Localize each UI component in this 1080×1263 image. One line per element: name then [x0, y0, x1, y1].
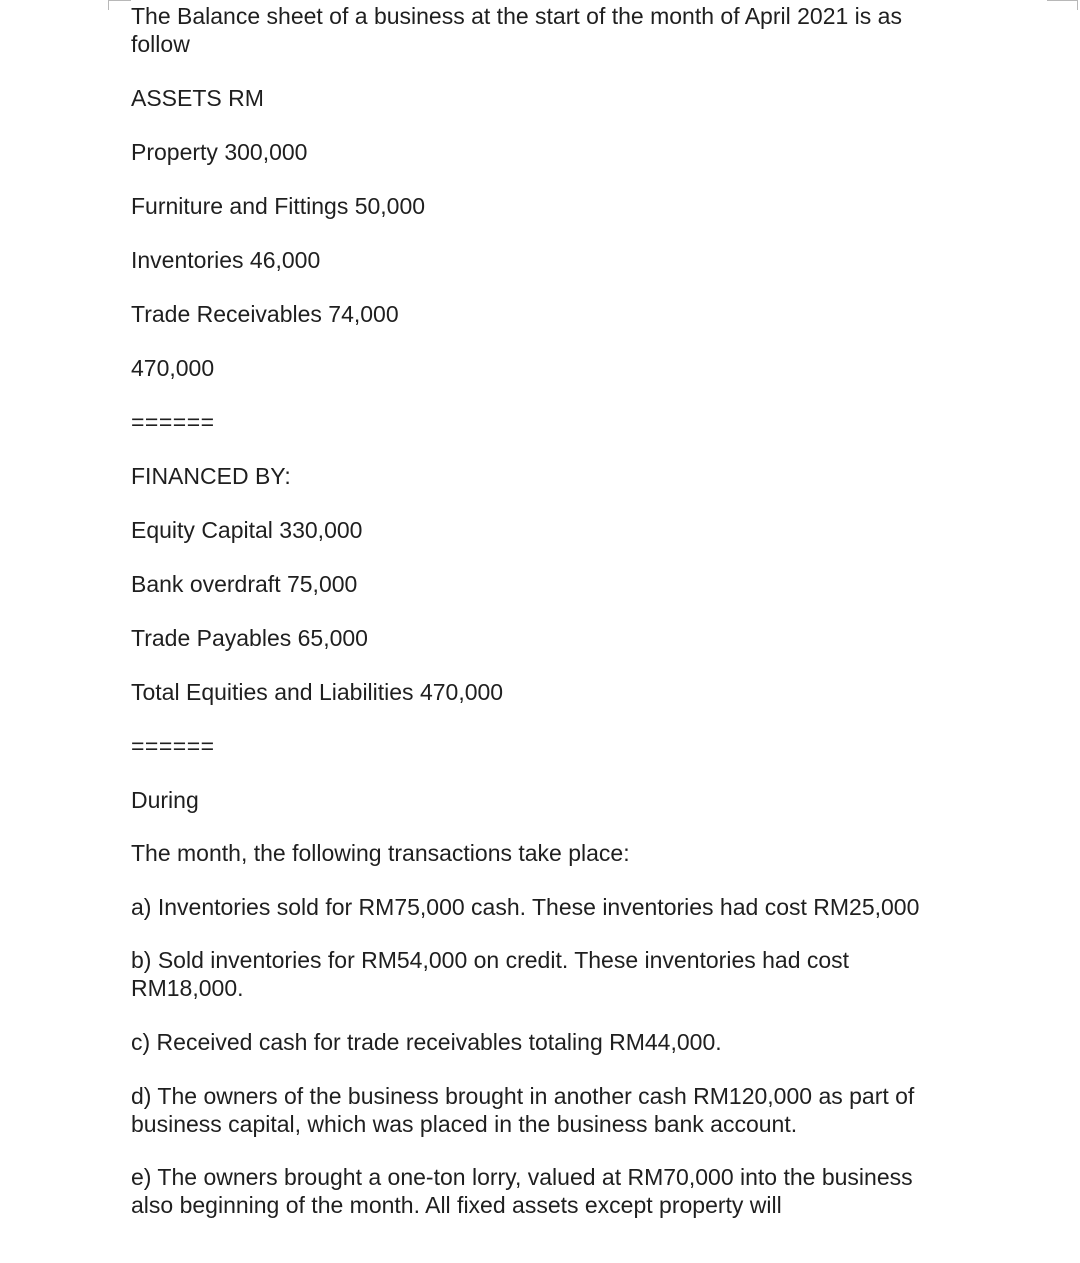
- financed-line-trade-payables: Trade Payables 65,000: [131, 625, 368, 651]
- transaction-a: a) Inventories sold for RM75,000 cash. These inventories had cost RM25,000: [131, 894, 920, 920]
- assets-total: 470,000: [131, 355, 215, 381]
- financed-line-equity-capital: Equity Capital 330,000: [131, 517, 363, 543]
- asset-line-furniture: Furniture and Fittings 50,000: [131, 193, 426, 219]
- page-frame-right-corner: [1047, 0, 1078, 10]
- transaction-d: d) The owners of the business brought in another cash RM120,000 as part of business capital, which was placed in the business bank account.: [131, 1083, 915, 1137]
- financed-total: Total Equities and Liabilities 470,000: [131, 679, 504, 705]
- assets-heading: ASSETS RM: [131, 85, 264, 111]
- page-frame-left-corner: [108, 0, 131, 10]
- document-body: [131, 2, 946, 1219]
- transaction-e: e) The owners brought a one-ton lorry, valued at RM70,000 into the business also beginning of the month. All fixed assets except property will: [131, 1164, 913, 1218]
- month-intro-text: The month, the following transactions take place:: [131, 840, 630, 866]
- assets-separator: ======: [131, 409, 215, 435]
- transaction-b: b) Sold inventories for RM54,000 on credit. These inventories had cost RM18,000.: [131, 947, 850, 1001]
- financed-heading: FINANCED BY:: [131, 463, 291, 489]
- during-text: During: [131, 787, 199, 813]
- asset-line-trade-receivables: Trade Receivables 74,000: [131, 301, 399, 327]
- financed-separator: ======: [131, 733, 215, 759]
- intro-paragraph: The Balance sheet of a business at the start of the month of April 2021 is as follow: [131, 3, 902, 57]
- asset-line-property: Property 300,000: [131, 139, 308, 165]
- asset-line-inventories: Inventories 46,000: [131, 247, 321, 273]
- transaction-c: c) Received cash for trade receivables totaling RM44,000.: [131, 1029, 722, 1055]
- financed-line-bank-overdraft: Bank overdraft 75,000: [131, 571, 358, 597]
